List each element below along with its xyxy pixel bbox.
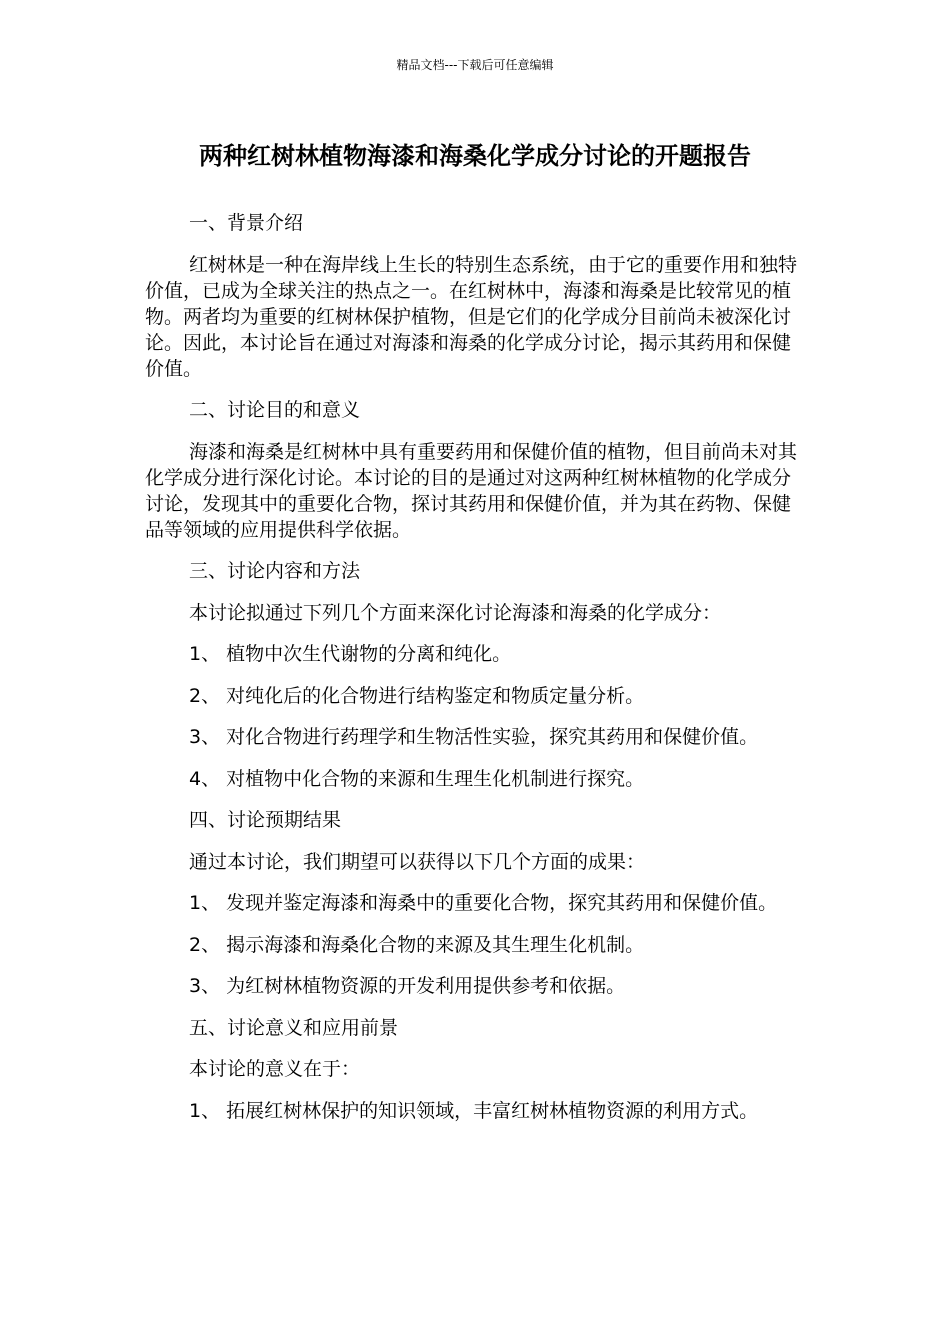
- section-heading-significance: 五、讨论意义和应用前景: [189, 1016, 399, 1039]
- list-item: 3、 为红树林植物资源的开发利用提供参考和依据。: [189, 975, 626, 997]
- section-heading-background: 一、背景介绍: [189, 212, 304, 234]
- section-heading-expected-results: 四、讨论预期结果: [189, 809, 342, 831]
- list-item: 3、 对化合物进行药理学和生物活性实验，探究其药用和保健价值。: [189, 726, 759, 748]
- list-item: 1、 植物中次生代谢物的分离和纯化。: [189, 643, 512, 665]
- list-item: 2、 对纯化后的化合物进行结构鉴定和物质定量分析。: [189, 684, 645, 707]
- paragraph-background: 红树林是一种在海岸线上生长的特别生态系统，由于它的重要作用和独特价值，已成为全球关注的热点之一。在红树林中，海漆和海桑是比较常见的植物。两者均为重要的红树林保护植物，但是它们的化学成分目前尚未被深化讨论。因此，本讨论旨在通过对海漆和海桑的化学成分讨论，揭示其药用和保健价值。: [145, 253, 798, 380]
- list-item: 2、 揭示海漆和海桑化合物的来源及其生理生化机制。: [189, 933, 645, 956]
- paragraph-significance-intro: 本讨论的意义在于：: [189, 1058, 361, 1080]
- paragraph-methods-intro: 本讨论拟通过下列几个方面来深化讨论海漆和海桑的化学成分：: [189, 601, 722, 624]
- list-item: 4、 对植物中化合物的来源和生理生化机制进行探究。: [189, 767, 645, 790]
- header-note: 精品文档---下载后可任意编辑: [396, 58, 554, 72]
- section-heading-purpose: 二、讨论目的和意义: [189, 399, 361, 421]
- document-body: [145, 210, 805, 1139]
- document-title: 两种红树林植物海漆和海桑化学成分讨论的开题报告: [199, 142, 751, 170]
- paragraph-results-intro: 通过本讨论，我们期望可以获得以下几个方面的成果：: [189, 850, 646, 873]
- list-item: 1、 发现并鉴定海漆和海桑中的重要化合物，探究其药用和保健价值。: [189, 892, 778, 914]
- section-heading-methods: 三、讨论内容和方法: [189, 560, 361, 582]
- list-item: 1、 拓展红树林保护的知识领域，丰富红树林植物资源的利用方式。: [189, 1099, 759, 1122]
- paragraph-purpose: 海漆和海桑是红树林中具有重要药用和保健价值的植物，但目前尚未对其化学成分进行深化讨论。本讨论的目的是通过对这两种红树林植物的化学成分讨论，发现其中的重要化合物，探讨其药用和保健价值，并为其在药物、保健品等领域的应用提供科学依据。: [145, 440, 798, 541]
